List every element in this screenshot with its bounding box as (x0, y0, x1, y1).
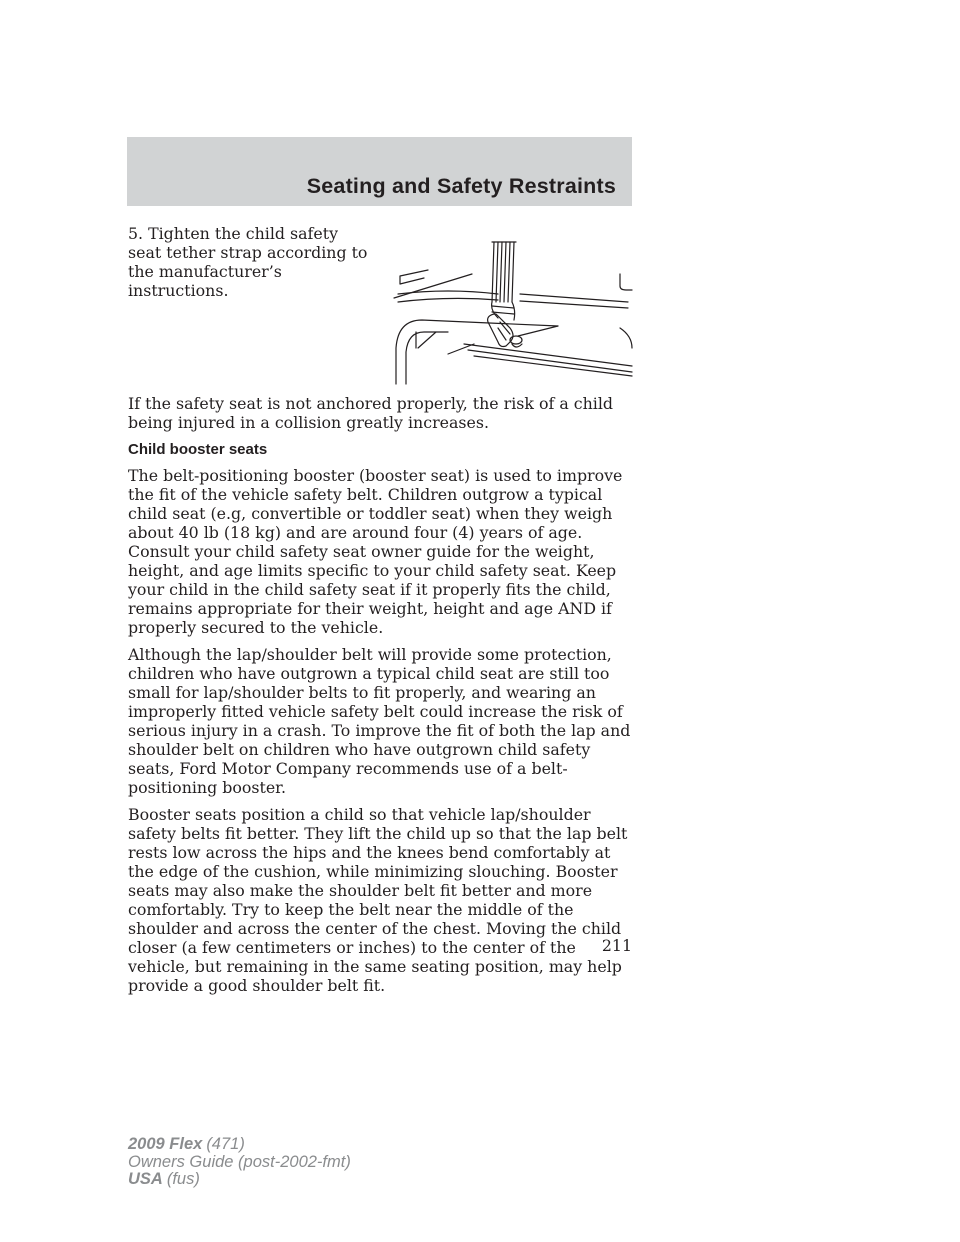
section-heading: Child booster seats (128, 441, 268, 458)
paragraph-3: Booster seats position a child so that vehicle lap/shoulder safety belts fit better. They lift the child up so that the lap belt rests low across the hips and the knees bend comfortably at the edge of the cushion, while minimizing slouching. Booster seats may also make the shoulder belt fit better and more comfortably. Try to keep the belt near the middle of the shoulder and across the center of the chest. Moving the child closer (a few centimeters or inches) to the center of the vehicle, but remaining in the same seating position, may help provide a good shoulder belt fit. (128, 805, 628, 995)
section-title: Seating and Safety Restraints (306, 174, 616, 198)
section-header-band (127, 137, 632, 206)
footer-line-3 (128, 1171, 351, 1189)
footer-metadata (128, 1136, 351, 1189)
page-number: 211 (601, 936, 632, 955)
footer-model: 2009 Flex (128, 1135, 203, 1153)
footer-line-1 (128, 1136, 351, 1154)
footer-line-2: Owners Guide (post-2002-fmt) (128, 1152, 351, 1171)
tether-strap-anchor-illustration-icon (388, 236, 635, 386)
body-content (128, 394, 638, 1003)
anchoring-warning: If the safety seat is not anchored properly, the risk of a child being injured in a collision greatly increases. (128, 394, 614, 432)
footer-market-code: (fus) (166, 1170, 200, 1188)
footer-market: USA (128, 1170, 163, 1188)
step-5-text: 5. Tighten the child safety seat tether strap according to the manufacturer’s instructions. (128, 224, 368, 300)
paragraph-1: The belt-positioning booster (booster seat) is used to improve the fit of the vehicle safety belt. Children outgrow a typical child seat (e.g, convertible or toddler seat) when they weigh about 40 lb (18 kg) and are around four (4) years of age. Consult your child safety seat owner guide for the weight, height, and age limits specific to your child safety seat. Keep your child in the child safety seat if it properly fits the child, remains appropriate for their weight, height and age AND if properly secured to the vehicle. (128, 466, 623, 637)
footer-model-code: (471) (206, 1135, 245, 1153)
paragraph-2: Although the lap/shoulder belt will provide some protection, children who have outgrown a typical child seat are still too small for lap/shoulder belts to fit properly, and wearing an improperly fitted vehicle safety belt could increase the risk of serious injury in a crash. To improve the fit of both the lap and shoulder belt on children who have outgrown child safety seats, Ford Motor Company recommends use of a belt-positioning booster. (128, 645, 631, 797)
